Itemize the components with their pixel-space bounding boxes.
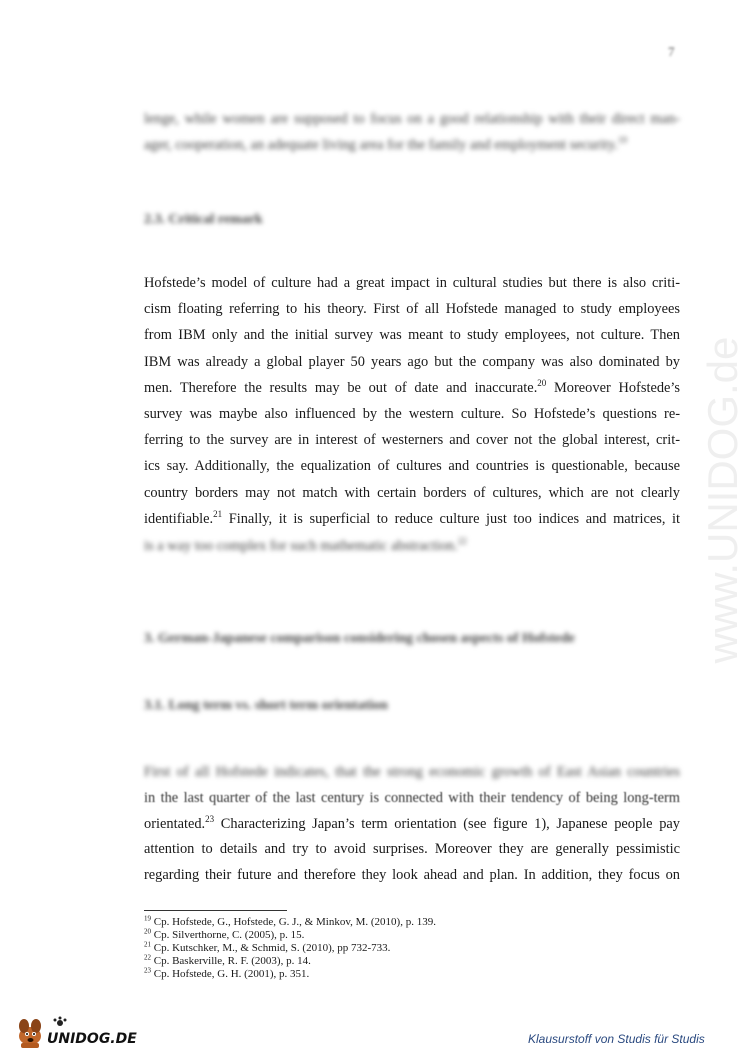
watermark-text: www.UNIDOG.de: [699, 336, 746, 664]
text-segment: ics say. Additionally, the equalization of cultures and countries is questionable, because: [144, 458, 680, 475]
footnote-text: Cp. Hofstede, G. H. (2001), p. 351.: [151, 968, 310, 980]
section-heading-2-3: 2.3. Critical remark: [144, 212, 263, 227]
footnote-ref: 22: [457, 536, 467, 547]
text-segment: survey was maybe also influenced by the western culture. So Hofstede’s questions re-: [144, 406, 680, 422]
text-line: [144, 379, 680, 397]
text-segment: in the last quarter of the last century is connected with their tendency of being long-term: [144, 790, 680, 806]
footnote-23: [144, 968, 309, 980]
section-heading-3-1: 3.1. Long term vs. short term orientation: [144, 698, 388, 713]
footnote-text: Cp. Baskerville, R. F. (2003), p. 14.: [151, 955, 311, 967]
blurred-text-segment: is a way too complex for such mathematic abstraction.: [144, 538, 458, 554]
footnote-number: 21: [144, 940, 151, 949]
footnote-text: Cp. Kutschker, M., & Schmid, S. (2010), pp 732-733.: [151, 942, 391, 954]
page-number: 7: [668, 44, 675, 59]
text-line: [144, 353, 680, 371]
text-segment: Characterizing Japan’s term orientation (see figure 1), Japanese people pay: [214, 816, 680, 832]
paw-icon: [54, 1017, 67, 1027]
logo-text: UNIDOG.DE: [47, 1031, 137, 1047]
footnote-19: [144, 916, 436, 928]
footnote-divider: [144, 910, 287, 911]
text-segment: identifiable.: [144, 510, 214, 527]
footnote-ref: 21: [213, 509, 223, 519]
text-line: [144, 431, 680, 449]
section-heading-3: 3. German-Japanese comparison considering chosen aspects of Hofstede: [144, 631, 575, 646]
text-segment: Moreover Hofstede’s: [546, 379, 681, 396]
text-line: [144, 405, 680, 423]
footnote-21: [144, 942, 390, 954]
text-segment: IBM was already a global player 50 years ago but the company was also dominated by: [144, 353, 680, 370]
footnote-text: Cp. Silverthorne, C. (2005), p. 15.: [151, 929, 305, 941]
blurred-text-line: [144, 136, 680, 154]
text-line: [144, 457, 680, 475]
text-segment: regarding their future and therefore they look ahead and plan. In addition, they focus on: [144, 867, 680, 883]
text-line: [144, 484, 680, 502]
text-segment: Hofstede’s model of culture had a great impact in cultural studies but there is also criti-: [144, 275, 680, 291]
slogan: Klausurstoff von Studis für Studis: [528, 1032, 705, 1046]
footnote-ref: 23: [205, 814, 215, 825]
watermark: [695, 240, 750, 760]
dog-icon: [19, 1019, 41, 1048]
blurred-text-segment: ager, cooperation, an adequate living area for the family and employment security.: [144, 137, 618, 153]
footnote-text: Cp. Hofstede, G., Hofstede, G. J., & Minkov, M. (2010), p. 139.: [151, 916, 436, 928]
text-line: [144, 274, 680, 292]
footnote-number: 22: [144, 953, 151, 962]
text-line: [144, 866, 680, 884]
footnote-number: 23: [144, 966, 151, 975]
text-line: [144, 789, 680, 807]
footnote-ref: 20: [537, 378, 547, 388]
text-segment: from IBM only and the initial survey was meant to study employees, not culture. Then: [144, 327, 680, 344]
footnote-number: 19: [144, 914, 151, 923]
text-segment: attention to details and try to avoid surprises. Moreover they are generally pessimistic: [144, 841, 680, 857]
unidog-logo: [14, 1016, 154, 1050]
text-segment: ferring to the survey are in interest of westerners and cover not the global interest, crit-: [144, 432, 680, 449]
blurred-text-line: lenge, while women are supposed to focus on a good relationship with their direct man-: [144, 111, 680, 127]
text-line: [144, 300, 680, 318]
text-line: [144, 840, 680, 858]
text-segment: country borders may not match with certain borders of cultures, which are not clearly: [144, 484, 680, 501]
text-line: [144, 815, 680, 833]
blurred-text-line: First of all Hofstede indicates, that the strong economic growth of East Asian countries: [144, 764, 680, 780]
blurred-text-line: [144, 537, 680, 555]
footnote-number: 20: [144, 927, 151, 936]
text-segment: orientated.: [144, 816, 206, 832]
footnote-20: [144, 929, 304, 941]
text-segment: cism floating referring to his theory. First of all Hofstede managed to study employees: [144, 301, 680, 318]
footnote-ref: 19: [618, 135, 627, 146]
text-line: [144, 510, 680, 528]
text-line: [144, 326, 680, 344]
text-segment: men. Therefore the results may be out of date and inaccurate.: [144, 379, 538, 396]
footnote-22: [144, 955, 311, 967]
text-segment: Finally, it is superficial to reduce culture just too indices and matrices, it: [222, 510, 680, 527]
